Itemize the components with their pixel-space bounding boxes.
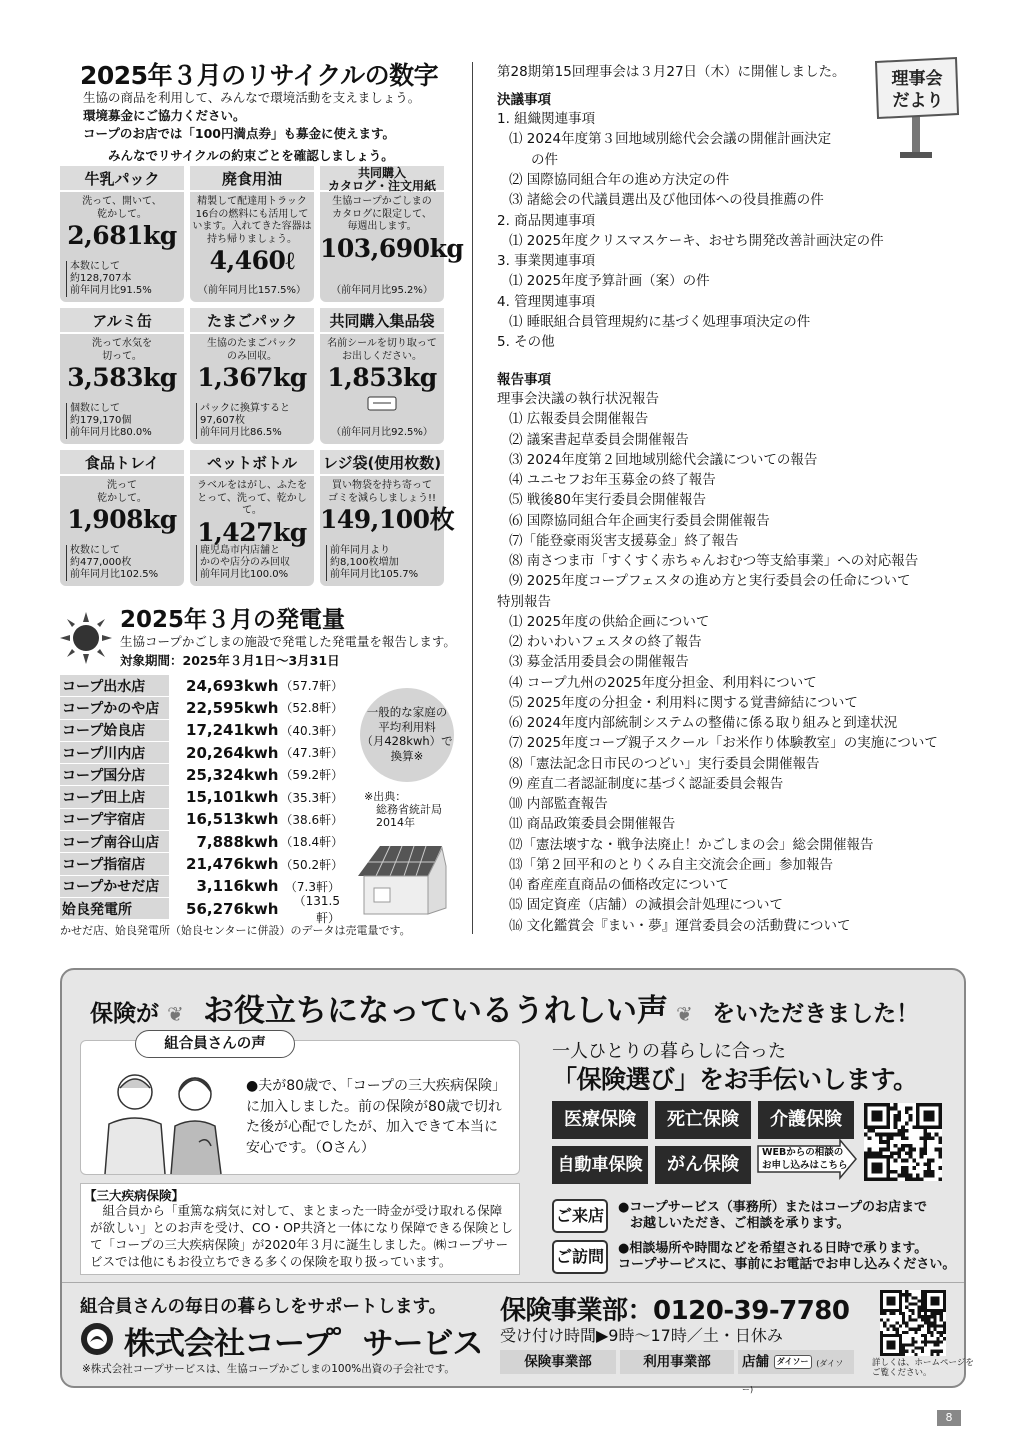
power-homes: （50.2軒）: [280, 857, 344, 872]
dept-insurance: 保険事業部: [500, 1350, 616, 1374]
member-voice-text: ●夫が80歳で、「コープの三大疾病保険」に加入しました。前の保険が80歳で切れた後が心配でしたが、加入できて本当に安心です。（Oさん）: [246, 1078, 507, 1156]
power-site-name: コープ田上店: [60, 786, 169, 807]
sign-text-1: 理事会: [891, 69, 943, 89]
board-list-item: ⑹ 2024年度内部統制システムの整備に係る取り組みと到達状況: [509, 715, 898, 731]
power-homes: （40.3軒）: [280, 723, 344, 738]
recycle-card-yoy: （前年同月比157.5%）: [197, 285, 307, 296]
recycle-card: [320, 166, 464, 302]
board-list-item: ⑼ 産直二者認証制度に基づく認証委員会報告: [509, 775, 784, 792]
power-row: [60, 809, 344, 831]
power-homes: （52.8軒）: [280, 701, 344, 716]
board-list-item: ⑻「憲法記念日市民のつどい」実行委員会開催報告: [509, 755, 820, 772]
power-homes: （38.6軒）: [280, 812, 344, 827]
bag-icon: [367, 395, 397, 411]
power-site-name: コープ出水店: [60, 675, 169, 696]
recycle-card-value: 103,690kg: [320, 233, 464, 263]
recycle-card-title: 共同購入 カタログ・注文用紙: [320, 166, 444, 192]
home-visit-tag: ご訪問: [552, 1240, 608, 1274]
recycle-card-note: 枚数にして 約477,000枚 前年同月比102.5%: [66, 545, 158, 581]
board-list-item: ⑴ 広報委員会開催報告: [509, 411, 649, 428]
solar-house-icon: [350, 836, 450, 916]
power-row: [60, 786, 344, 808]
board-intro: 第28期第15回理事会は３月27日（木）に開催しました。: [497, 64, 846, 80]
power-homes: （7.3軒）: [284, 879, 340, 894]
power-row: [60, 697, 344, 719]
insurance-divider: [62, 1282, 964, 1283]
power-row: [60, 831, 344, 853]
qr-code-icon[interactable]: [864, 1103, 942, 1181]
member-voice-label: 組合員さんの声: [135, 1030, 295, 1058]
recycle-card-title: ペットボトル: [190, 450, 314, 476]
recycle-card: [190, 166, 314, 302]
board-list-item: ⑵ わいわいフェスタの終了報告: [509, 634, 702, 650]
board-list-item: 特別報告: [497, 593, 551, 610]
power-kwh: 7,888kwh: [196, 832, 279, 851]
board-list-item: ⑶ 募金活用委員会の開催報告: [509, 654, 689, 671]
column-divider: [472, 62, 473, 934]
recycle-card-value: 4,460ℓ: [209, 246, 295, 275]
power-kwh: 25,324kwh: [186, 765, 279, 784]
disease-insurance-heading: 【三大疾病保険】: [84, 1188, 185, 1203]
support-slogan: 組合員さんの毎日の暮らしをサポートします。: [80, 1297, 447, 1317]
recycle-card-note: 前年同月より 約8,100枚増加 前年同月比105.7%: [326, 545, 418, 581]
power-kwh: 22,595kwh: [186, 698, 279, 717]
recycle-card: [60, 166, 184, 302]
power-site-name: コープかのや店: [60, 697, 169, 718]
board-list-item: の件: [531, 151, 558, 168]
power-kwh: 3,116kwh: [196, 877, 279, 896]
recycle-card-note: 本数にして 約128,707本 前年同月比91.5%: [66, 261, 152, 297]
recycle-card-title: 牛乳パック: [60, 166, 184, 192]
recycle-card-yoy: （前年同月比95.2%）: [331, 285, 433, 296]
recycle-card-value: 149,100枚: [320, 505, 455, 534]
board-list-item: ⒂ 固定資産（店舗）の減損会計処理について: [509, 897, 784, 914]
power-site-name: コープかせだ店: [60, 876, 169, 897]
board-list-item: 1. 組織関連事項: [497, 111, 596, 127]
board-newsletter-sign: [872, 56, 960, 162]
recycle-card-title: レジ袋(使用枚数): [320, 450, 444, 476]
page-number: 8: [937, 1410, 961, 1426]
household-conversion-badge: 一般的な家庭の 平均利用料 （月428kwh）で 換算※: [360, 688, 454, 782]
board-list-item: ⒁ 畜産産直商品の価格改定について: [509, 877, 730, 893]
board-list-item: ⑶ 諸総会の代議員選出及び他団体への役員推薦の件: [509, 192, 824, 209]
car-insurance-button[interactable]: 自動車保険: [552, 1146, 648, 1184]
power-homes: （47.3軒）: [280, 746, 344, 761]
life-insurance-button[interactable]: 死亡保険: [655, 1101, 751, 1139]
source-note: ※出典： 総務省統計局 2014年: [364, 790, 442, 829]
recycle-card-desc: 生協コープかごしまの カタログに限定して、 毎週出します。: [332, 196, 432, 232]
board-list-item: ⑴ 2025年度クリスマスケーキ、おせち開発改善計画決定の件: [509, 232, 884, 249]
disease-insurance-text: 組合員から「重篤な病気に対して、まとまった一時金が受け取れる保障が欲しい」とのお声を受け、CO・OP共済と一体になり保障できる保険として「コープの三大疾病保険」が2020年３月に誕生しました。㈱コープサービスでは他にもお役立ちできる多くの保険を取り扱っています。: [90, 1203, 513, 1269]
recycle-card-title: 共同購入集品袋: [320, 308, 444, 334]
power-table: [60, 675, 344, 925]
power-row: [60, 893, 340, 925]
power-homes: （35.3軒）: [280, 790, 344, 805]
recycle-title: 2025年３月のリサイクルの数字: [80, 61, 439, 90]
power-row: [60, 853, 344, 875]
board-list-item: 3. 事業関連事項: [497, 253, 596, 270]
power-kwh: 21,476kwh: [186, 855, 279, 874]
power-site-name: コープ国分店: [60, 764, 169, 785]
recycle-card-desc: 洗って 乾かして。: [97, 480, 147, 504]
power-site-name: 姶良発電所: [60, 898, 169, 919]
recycle-card: [190, 450, 314, 586]
recycle-card-value: 1,853kg: [327, 363, 437, 392]
reception-hours: 受け付け時間▶9時～17時／土・日休み: [500, 1326, 783, 1345]
insurance-phone[interactable]: 保険事業部：0120-39-7780: [500, 1296, 850, 1326]
home-visit-text: ●相談場所や時間などを希望される日時で承ります。 コープサービスに、事前にお電話でお申し込みください。: [618, 1241, 956, 1272]
power-kwh: 24,693kwh: [186, 676, 279, 695]
power-site-name: コープ川内店: [60, 742, 169, 763]
power-footnote: かせだ店、姶良発電所（姶良センターに併設）のデータは売電量です。: [60, 924, 411, 937]
recycle-card-value: 2,681kg: [67, 221, 177, 250]
web-consult-text[interactable]: WEBからの相談の お申し込みはこちら: [762, 1147, 848, 1171]
recycle-card-title: たまごパック: [190, 308, 314, 334]
recycle-card-desc: 洗って水気を 切って。: [92, 338, 152, 362]
power-homes: （131.5軒）: [293, 893, 340, 925]
recycle-intro: 生協の商品を利用して、みんなで環境活動を支えましょう。: [83, 90, 421, 105]
power-site-name: コープ指宿店: [60, 853, 169, 874]
recycle-card-value: 1,367kg: [197, 363, 307, 392]
power-kwh: 20,264kwh: [186, 743, 279, 762]
board-list-item: ⑴ 睡眠組合員管理規約に基づく処理事項決定の件: [509, 314, 811, 330]
recycle-card-desc: ラベルをはがし、ふたを とって、洗って、乾かして。: [197, 480, 307, 516]
power-title: 2025年３月の発電量: [120, 607, 346, 633]
dept-store: 店舗 ダイソー (ダイソー): [738, 1350, 854, 1374]
insurance-tagline-1: 一人ひとりの暮らしに合った: [552, 1041, 786, 1062]
elderly-couple-illustration: [95, 1062, 235, 1174]
resolutions-title: 決議事項: [497, 92, 551, 108]
power-site-name: コープ南谷山店: [60, 831, 169, 852]
power-homes: （59.2軒）: [280, 768, 344, 783]
company-name: 株式会社コープ゜サービス: [124, 1326, 483, 1362]
power-row: [60, 764, 344, 786]
power-site-name: コープ姶良店: [60, 720, 169, 741]
recycle-card: [60, 450, 184, 586]
sign-text-2: だより: [892, 91, 944, 111]
power-homes: （57.7軒）: [280, 679, 344, 694]
homepage-qr-note: 詳しくは、ホームページを ご覧ください。: [872, 1358, 974, 1378]
recycle-card-note: 鹿児島市内店舗と かのや店分のみ回収 前年同月比100.0%: [196, 545, 290, 581]
visit-store-tag: ご来店: [552, 1199, 608, 1233]
power-row: [60, 675, 344, 697]
recycle-card-desc: 洗って、開いて、 乾かして。: [82, 196, 162, 220]
power-homes: （18.4軒）: [280, 835, 344, 850]
board-list-item: ⑼ 2025年度コープフェスタの進め方と実行委員会の任命について: [509, 573, 911, 590]
sun-icon: [60, 612, 112, 664]
power-kwh: 56,276kwh: [186, 899, 279, 918]
board-list-item: ⑺「能登豪雨災害支援募金」終了報告: [509, 532, 739, 549]
recycle-card-value: 1,908kg: [67, 505, 177, 534]
board-list-item: ⑾ 商品政策委員会開催報告: [509, 816, 676, 833]
recycle-card-value: 1,427kg: [197, 517, 307, 547]
recycle-donation: 環境募金にご協力ください。: [83, 108, 246, 123]
board-list-item: 2. 商品関連事項: [497, 212, 596, 229]
board-list-item: ⑻ 南さつま市「すくすく赤ちゃんおむつ等支給事業」への対応報告: [509, 553, 919, 569]
recycle-card: [320, 308, 444, 444]
recycle-card-desc: 生協のたまごパック のみ回収。: [207, 338, 297, 362]
board-list-item: ⑵ 議案書起草委員会開催報告: [509, 431, 689, 448]
board-list-item: ⑴ 2024年度第３回地域別総代会会議の開催計画決定: [509, 131, 832, 148]
board-list-item: ⑸ 戦後80年実行委員会開催報告: [509, 492, 706, 509]
recycle-card: [320, 450, 455, 586]
coop-service-logo: [80, 1322, 114, 1356]
insurance-title: 保険が ❦ お役立ちになっているうれしい声 ❦ をいただきました！: [90, 993, 920, 1029]
board-list-item: ⑷ コープ九州の2025年度分担金、利用料について: [509, 674, 817, 691]
reports-title: 報告事項: [497, 372, 551, 388]
board-list-item: 5. その他: [497, 334, 555, 351]
recycle-card-desc: 買い物袋を持ち寄って ゴミを減らしましょう!!: [327, 480, 437, 504]
power-period: 対象期間：2025年３月1日～3月31日: [120, 653, 340, 668]
recycle-rules: みんなでリサイクルの約束ごとを確認しましょう。: [108, 148, 394, 163]
board-list-item: ⒀「第２回平和のとりくみ自主交流会企画」参加報告: [509, 856, 833, 873]
board-list-item: ⑿「憲法壊すな・戦争法廃止！かごしまの会」総会開催報告: [509, 836, 874, 853]
power-kwh: 16,513kwh: [186, 810, 279, 829]
power-site-name: コープ宇宿店: [60, 809, 169, 830]
recycle-card-title: アルミ缶: [60, 308, 184, 334]
board-list-item: ⑷ ユニセフお年玉募金の終了報告: [509, 472, 716, 488]
homepage-qr-code-icon[interactable]: [880, 1290, 946, 1356]
power-row: [60, 742, 344, 764]
visit-store-text: ●コープサービス（事務所）またはコープのお店まで お越しいただき、ご相談を承ります。: [618, 1200, 928, 1231]
recycle-card-desc: 名前シールを切り取って お出しください。: [327, 338, 437, 362]
board-list-item: ⑴ 2025年度の供給企画について: [509, 613, 710, 630]
power-row: [60, 720, 344, 742]
medical-insurance-button[interactable]: 医療保険: [552, 1101, 648, 1139]
insurance-tagline-2: 「保険選び」をお手伝いします。: [552, 1065, 918, 1094]
recycle-card-desc: 精製して配達用トラック 16台の燃料にも活用して います。入れてきた容器は 持ち帰りましょう。: [192, 196, 312, 245]
recycle-card-title: 食品トレイ: [60, 450, 184, 476]
board-list-item: 理事会決議の執行状況報告: [497, 391, 659, 407]
board-list-item: 4. 管理関連事項: [497, 293, 596, 310]
board-list-item: ⑽ 内部監査報告: [509, 796, 608, 812]
board-list-item: ⒃ 文化鑑賞会『まい・夢』運営委員会の活動費について: [509, 917, 851, 934]
board-list-item: ⑵ 国際協同組合年の進め方決定の件: [509, 171, 730, 188]
recycle-card-value: 3,583kg: [67, 363, 177, 392]
recycle-card-note: 個数にして 約179,170個 前年同月比80.0%: [66, 403, 152, 439]
nursing-insurance-button[interactable]: 介護保険: [758, 1101, 854, 1139]
recycle-card: [190, 308, 314, 444]
daiso-logo: ダイソー: [774, 1355, 812, 1369]
company-note: ※株式会社コープサービスは、生協コープかごしまの100%出資の子会社です。: [82, 1363, 455, 1375]
board-list-item: ⑸ 2025年度の分担金・利用料に関する覚書締結について: [509, 694, 858, 711]
dept-usage: 利用事業部: [620, 1350, 734, 1374]
power-kwh: 17,241kwh: [186, 721, 279, 740]
recycle-card-note: パックに換算すると 97,607枚 前年同月比86.5%: [196, 403, 290, 439]
recycle-coupon: コープのお店では「100円満点券」も募金に使えます。: [83, 126, 395, 141]
recycle-card-title: 廃食用油: [190, 166, 314, 192]
recycle-card-yoy: （前年同月比92.5%）: [331, 427, 433, 438]
cancer-insurance-button[interactable]: がん保険: [655, 1146, 751, 1184]
power-kwh: 15,101kwh: [186, 788, 279, 807]
board-list-item: ⑺ 2025年度コープ親子スクール「お米作り体験教室」の実施について: [509, 735, 938, 752]
board-list-item: ⑶ 2024年度第２回地域別総代会議についての報告: [509, 451, 818, 468]
board-list-item: ⑴ 2025年度予算計画（案）の件: [509, 273, 710, 290]
board-list-item: ⑹ 国際協同組合年企画実行委員会開催報告: [509, 512, 770, 529]
power-subtitle: 生協コープかごしまの施設で発電した発電量を報告します。: [120, 634, 456, 649]
recycle-card: [60, 308, 184, 444]
